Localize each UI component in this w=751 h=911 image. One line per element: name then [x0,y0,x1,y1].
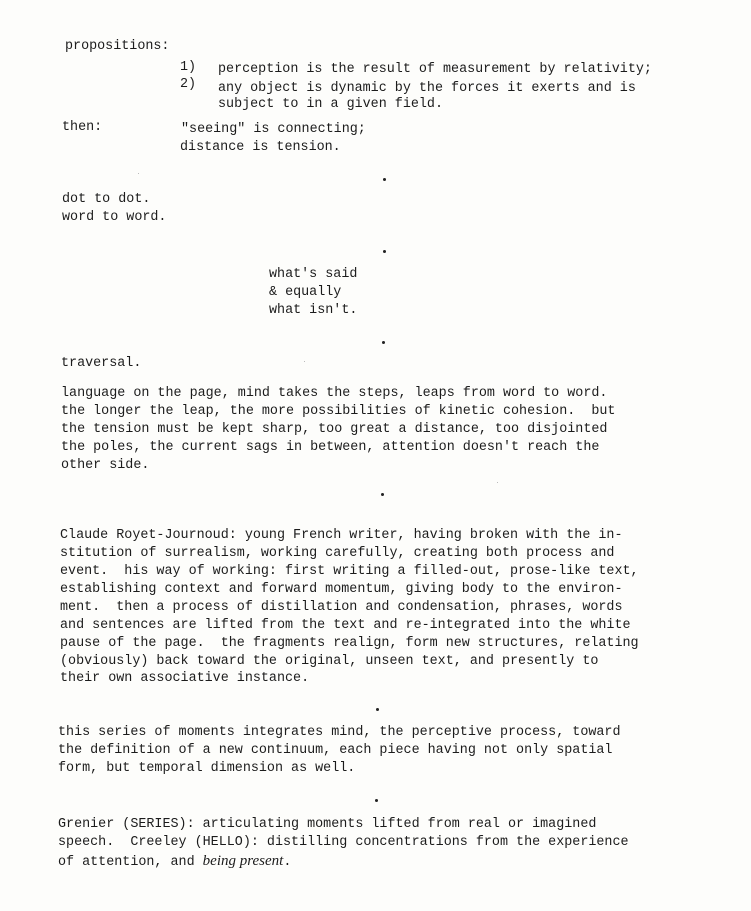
said-line-2: & equally [269,285,342,300]
word-to-word-line: word to word. [62,210,167,225]
being-present-italic: being present [202,853,284,869]
paragraph-2-line: Claude Royet-Journoud: young French writer, having broken with the in- [60,528,623,543]
paper-speck [138,173,139,174]
then-label: then: [62,120,103,135]
paragraph-2-line: ment. then a process of distillation and condensation, phrases, words [60,600,623,615]
paper-speck [304,361,305,362]
paragraph-4-suffix: . [283,855,292,870]
paragraph-2-line: and sentences are lifted from the text and re-integrated into the white [60,618,631,633]
section-dot [383,250,386,253]
paragraph-3-line: form, but temporal dimension as well. [58,761,356,776]
paragraph-2-line: stitution of surrealism, working carefully, creating both process and [60,546,615,561]
proposition-2-text-line1: any object is dynamic by the forces it exerts and is [218,81,636,96]
section-dot [383,178,386,181]
paragraph-4-line [58,852,291,872]
propositions-label: propositions: [65,39,170,54]
paragraph-2-line: pause of the page. the fragments realign, form new structures, relating [60,636,639,651]
paragraph-3-line: the definition of a new continuum, each piece having not only spatial [58,743,613,758]
proposition-1-number: 1) [180,60,197,75]
dot-to-dot-line: dot to dot. [62,192,151,207]
paragraph-2-line: establishing context and forward momentum, giving body to the environ- [60,582,623,597]
proposition-1-text: perception is the result of measurement by relativity; [218,62,652,77]
section-dot [375,799,378,802]
paper-speck [497,482,498,483]
paragraph-2-line: their own associative instance. [60,671,310,686]
paragraph-1-line: the tension must be kept sharp, too great a distance, too disjointed [61,422,608,437]
paragraph-4-line: speech. Creeley (HELLO): distilling concentrations from the experience [58,835,629,850]
section-dot [381,493,384,496]
said-line-3: what isn't. [269,303,358,318]
paragraph-1-line: other side. [61,458,150,473]
said-line-1: what's said [269,267,358,282]
section-dot [382,341,385,344]
proposition-2-number: 2) [180,77,197,92]
paragraph-2-line: event. his way of working: first writing a filled-out, prose-like text, [60,564,639,579]
section-dot [376,708,379,711]
proposition-2-text-line2: subject to in a given field. [218,97,443,112]
paragraph-4-line: Grenier (SERIES): articulating moments lifted from real or imagined [58,817,597,832]
paragraph-2-line: (obviously) back toward the original, unseen text, and presently to [60,654,599,669]
then-line-2: distance is tension. [180,140,341,155]
paragraph-4-prefix: of attention, and [58,855,203,870]
then-line-1: "seeing" is connecting; [181,122,366,137]
paragraph-3-line: this series of moments integrates mind, the perceptive process, toward [58,725,621,740]
traversal-heading: traversal. [61,356,142,371]
paragraph-1-line: the longer the leap, the more possibilities of kinetic cohesion. but [61,404,616,419]
paragraph-1-line: the poles, the current sags in between, attention doesn't reach the [61,440,600,455]
paragraph-1-line: language on the page, mind takes the steps, leaps from word to word. [61,386,608,401]
